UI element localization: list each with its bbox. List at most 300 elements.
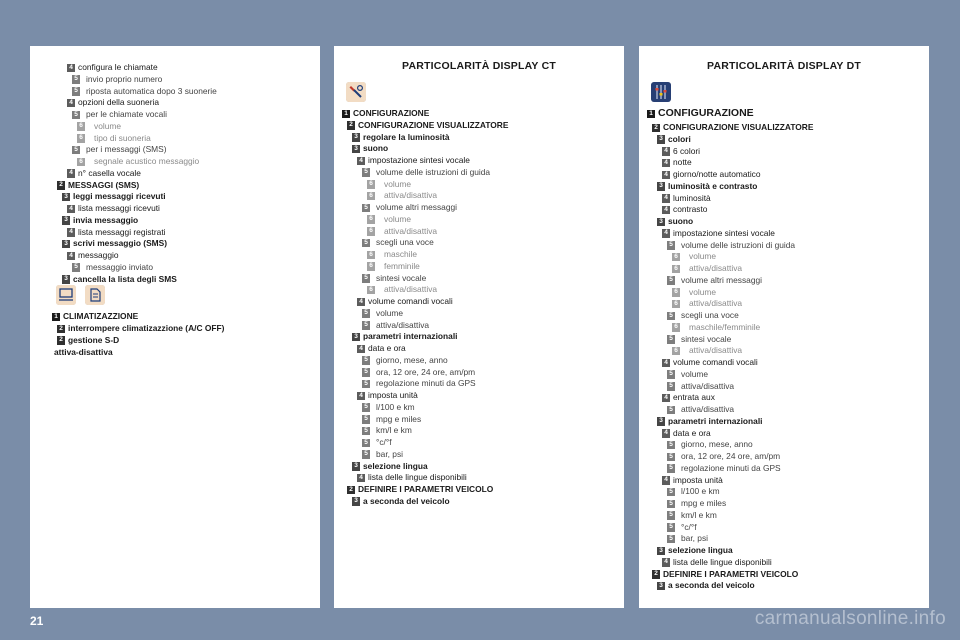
menu-item-selezione-lingua [334, 461, 624, 473]
level-badge: 2 [652, 570, 660, 579]
menu-item-messaggio [30, 250, 320, 262]
menu-item-volume [639, 369, 929, 381]
level-badge: 2 [57, 181, 65, 190]
menu-item-selezione-lingua [639, 545, 929, 557]
menu-item-label: giorno/notte automatico [673, 169, 761, 179]
menu-item-volume-comandi-vocali [639, 357, 929, 369]
menu-item-label: attiva/disattiva [689, 345, 743, 356]
level-badge: 3 [657, 135, 665, 144]
level-badge: 5 [667, 406, 675, 415]
menu-item-maschile [334, 249, 624, 261]
menu-item-label: CLIMATIZAZZIONE [63, 311, 139, 322]
menu-item-label: giorno, mese, anno [376, 354, 448, 365]
level-badge: 5 [72, 146, 80, 155]
menu-item-volume [334, 214, 624, 226]
menu-item-interrompere-climatizazzione-a-c-off [30, 323, 320, 335]
level-badge: 4 [357, 345, 365, 354]
level-badge: 4 [662, 206, 670, 215]
menu-item-label: sintesi vocale [681, 333, 732, 344]
menu-item-label: leggi messaggi ricevuti [73, 191, 166, 202]
level-badge: 6 [672, 265, 680, 274]
menu-item-label: ora, 12 ore, 24 ore, am/pm [681, 451, 781, 461]
menu-item-label: selezione lingua [363, 460, 428, 471]
menu-item-label: °c/°f [681, 521, 697, 532]
menu-item-label: a seconda del veicolo [668, 580, 755, 591]
level-badge: 4 [662, 159, 670, 168]
menu-item-volume-delle-istruzioni-di-guida [639, 240, 929, 252]
level-badge: 1 [647, 110, 655, 119]
menu-item-lista-delle-lingue-disponibili [639, 557, 929, 569]
level-badge: 3 [62, 193, 70, 202]
level-badge: 5 [72, 75, 80, 84]
level-badge: 5 [362, 368, 370, 377]
level-badge: 4 [67, 169, 75, 178]
level-badge: 5 [667, 370, 675, 379]
menu-item-volume-comandi-vocali [334, 296, 624, 308]
menu-item-label: attiva/disattiva [384, 225, 438, 236]
menu-item-label: l/100 e km [376, 401, 415, 412]
menu-item-volume [334, 179, 624, 191]
menu-item-imposta-unita [334, 390, 624, 402]
menu-item-per-i-messaggi-sms [30, 144, 320, 156]
menu-item-label: attiva-disattiva [54, 346, 113, 357]
level-badge: 3 [657, 218, 665, 227]
menu-item-giorno-mese-anno [334, 355, 624, 367]
menu-item-attiva-disattiva [639, 404, 929, 416]
menu-item-6-colori [639, 146, 929, 158]
level-badge: 5 [72, 87, 80, 96]
level-badge: 4 [662, 229, 670, 238]
menu-item-attiva-disattiva [334, 190, 624, 202]
menu-item-parametri-internazionali [334, 331, 624, 343]
menu-item-label: volume comandi vocali [368, 296, 453, 306]
menu-item-attiva-disattiva [639, 298, 929, 310]
level-badge: 4 [357, 298, 365, 307]
level-badge: 5 [362, 321, 370, 330]
menu-item-a-seconda-del-veicolo [334, 496, 624, 508]
level-badge: 2 [347, 486, 355, 495]
menu-item-label: volume comandi vocali [673, 357, 758, 367]
menu-item-label: suono [668, 216, 694, 226]
menu-item-attiva-disattiva [334, 226, 624, 238]
menu-item-label: invio proprio numero [86, 73, 163, 84]
menu-item-invio-proprio-numero [30, 74, 320, 86]
menu-item-data-e-ora [334, 343, 624, 355]
menu-item-label: ora, 12 ore, 24 ore, am/pm [376, 366, 476, 377]
menu-item-label: per le chiamate vocali [86, 109, 167, 119]
menu-item-label: volume [689, 251, 716, 262]
level-badge: 3 [352, 462, 360, 471]
menu-item-label: data e ora [368, 343, 406, 353]
level-badge: 6 [367, 180, 375, 189]
level-badge: 1 [52, 313, 60, 322]
menu-item-label: invia messaggio [73, 214, 139, 225]
level-badge: 4 [67, 64, 75, 73]
menu-item-label: sintesi vocale [376, 272, 427, 283]
level-badge: 5 [362, 439, 370, 448]
menu-item-regolazione-minuti-da-gps [639, 463, 929, 475]
menu-item-volume-altri-messaggi [639, 275, 929, 287]
menu-item-label: CONFIGURAZIONE [658, 107, 754, 119]
menu-item-per-le-chiamate-vocali [30, 109, 320, 121]
level-badge: 5 [667, 453, 675, 462]
level-badge: 5 [667, 535, 675, 544]
level-badge: 4 [662, 171, 670, 180]
level-badge: 3 [657, 547, 665, 556]
level-badge: 6 [77, 158, 85, 167]
level-badge: 5 [667, 312, 675, 321]
menu-item-cancella-la-lista-degli-sms [30, 274, 320, 286]
menu-item-volume [30, 121, 320, 133]
menu-item-impostazione-sintesi-vocale [334, 155, 624, 167]
menu-item-attiva-disattiva [639, 345, 929, 357]
menu-item-label: DEFINIRE I PARAMETRI VEICOLO [358, 484, 494, 494]
level-badge: 1 [342, 110, 350, 119]
level-badge: 5 [362, 204, 370, 213]
level-badge: 5 [362, 403, 370, 412]
menu-item-label: imposta unità [368, 390, 418, 400]
menu-item-label: a seconda del veicolo [363, 495, 450, 506]
menu-item-label: volume [681, 368, 708, 379]
menu-item-impostazione-sintesi-vocale [639, 228, 929, 240]
menu-item-lista-messaggi-ricevuti [30, 203, 320, 215]
level-badge: 3 [352, 145, 360, 154]
menu-item-luminosita-e-contrasto [639, 181, 929, 193]
menu-item-label: regolare la luminosità [363, 131, 450, 142]
menu-item-bar-psi [639, 533, 929, 545]
menu-item-label: volume altri messaggi [376, 202, 457, 212]
menu-item-label: impostazione sintesi vocale [673, 227, 775, 238]
menu-item-giorno-notte-automatico [639, 169, 929, 181]
menu-item-label: parametri internazionali [668, 415, 763, 426]
level-badge: 6 [367, 192, 375, 201]
menu-item-giorno-mese-anno [639, 439, 929, 451]
menu-item-attiva-disattiva [334, 320, 624, 332]
menu-item-configurazione [334, 108, 624, 120]
menu-item-label: volume [94, 120, 121, 131]
menu-item-configurazione-visualizzatore [334, 120, 624, 132]
level-badge: 5 [667, 335, 675, 344]
menu-item-label: attiva/disattiva [384, 190, 438, 201]
level-badge: 5 [667, 241, 675, 250]
menu-item-label: volume [376, 307, 403, 318]
level-badge: 4 [67, 205, 75, 214]
menu-item-label: interrompere climatizazzione (A/C OFF) [68, 323, 225, 333]
menu-item-label: km/l e km [376, 425, 412, 436]
menu-item-label: attiva/disattiva [689, 298, 743, 309]
icon-group [30, 285, 320, 311]
level-badge: 5 [667, 511, 675, 520]
menu-item-scegli-una-voce [639, 310, 929, 322]
menu-item-label: attiva/disattiva [681, 404, 735, 414]
menu-item-label: MESSAGGI (SMS) [68, 179, 140, 190]
menu-item-label: CONFIGURAZIONE VISUALIZZATORE [358, 119, 509, 130]
level-badge: 2 [57, 336, 65, 345]
level-badge: 5 [362, 274, 370, 283]
menu-item-label: attiva/disattiva [689, 263, 743, 273]
menu-item-messaggi-sms [30, 180, 320, 192]
level-badge: 4 [662, 194, 670, 203]
menu-item-attiva-disattiva [30, 347, 320, 359]
level-badge: 3 [352, 333, 360, 342]
menu-item-label: bar, psi [681, 533, 709, 544]
level-badge: 3 [62, 216, 70, 225]
column-title-ct: PARTICOLARITÀ DISPLAY CT [402, 60, 556, 72]
level-badge: 6 [672, 288, 680, 297]
menu-item-ora-12-ore-24-ore-am-pm [334, 367, 624, 379]
menu-item-label: messaggio inviato [86, 261, 154, 272]
menu-item-luminosita [639, 193, 929, 205]
level-badge: 6 [367, 227, 375, 236]
level-badge: 4 [662, 476, 670, 485]
menu-tree [639, 82, 929, 592]
menu-item-leggi-messaggi-ricevuti [30, 191, 320, 203]
menu-item-label: attiva/disattiva [681, 380, 735, 391]
level-badge: 3 [657, 182, 665, 191]
menu-item-notte [639, 157, 929, 169]
menu-item-volume-delle-istruzioni-di-guida [334, 167, 624, 179]
level-badge: 5 [72, 111, 80, 120]
menu-item-volume-altri-messaggi [334, 202, 624, 214]
menu-item-label: entrata aux [673, 392, 715, 403]
level-badge: 5 [667, 464, 675, 473]
menu-item-label: maschile [384, 249, 418, 259]
level-badge: 5 [667, 488, 675, 497]
menu-item-label: luminosità [673, 192, 711, 203]
menu-item-sintesi-vocale [334, 273, 624, 285]
menu-item-bar-psi [334, 449, 624, 461]
menu-item-l-100-e-km [334, 402, 624, 414]
level-badge: 3 [657, 582, 665, 591]
menu-item-label: volume delle istruzioni di guida [681, 239, 796, 250]
menu-item-label: volume [384, 178, 411, 189]
settings-sliders-icon [651, 82, 671, 102]
menu-item-contrasto [639, 204, 929, 216]
menu-item-lista-messaggi-registrati [30, 227, 320, 239]
level-badge: 6 [367, 286, 375, 295]
level-badge: 3 [352, 133, 360, 142]
menu-item-l-100-e-km [639, 486, 929, 498]
menu-item-attiva-disattiva [639, 381, 929, 393]
menu-item-entrata-aux [639, 392, 929, 404]
menu-item-label: volume delle istruzioni di guida [376, 166, 491, 177]
menu-item-label: regolazione minuti da GPS [681, 462, 781, 473]
menu-item-invia-messaggio [30, 215, 320, 227]
level-badge: 5 [362, 450, 370, 459]
level-badge: 4 [662, 394, 670, 403]
menu-item-label: luminosità e contrasto [668, 180, 758, 191]
icon-group [639, 82, 929, 108]
menu-item-segnale-acustico-messaggio [30, 156, 320, 168]
menu-item-volume [639, 251, 929, 263]
level-badge: 5 [72, 263, 80, 272]
menu-item-label: cancella la lista degli SMS [73, 273, 177, 284]
watermark: carmanualsonline.info [754, 608, 946, 629]
menu-item-label: bar, psi [376, 448, 404, 459]
menu-item-km-l-e-km [639, 510, 929, 522]
menu-item-label: regolazione minuti da GPS [376, 378, 476, 389]
menu-item-climatizazzione [30, 311, 320, 323]
level-badge: 5 [362, 309, 370, 318]
level-badge: 4 [67, 99, 75, 108]
menu-item-label: volume [689, 286, 716, 297]
menu-item-label: l/100 e km [681, 486, 720, 497]
level-badge: 6 [672, 300, 680, 309]
menu-item-mpg-e-miles [639, 498, 929, 510]
menu-item-configura-le-chiamate [30, 62, 320, 74]
menu-item-ora-12-ore-24-ore-am-pm [639, 451, 929, 463]
level-badge: 4 [67, 252, 75, 261]
menu-item-label: lista messaggi registrati [78, 226, 166, 237]
menu-column-dt [639, 46, 929, 608]
level-badge: 3 [657, 417, 665, 426]
menu-item-configurazione [639, 108, 929, 122]
menu-item-label: maschile/femminile [689, 321, 761, 332]
level-badge: 5 [362, 427, 370, 436]
menu-item-label: volume altri messaggi [681, 274, 762, 285]
menu-item-label: CONFIGURAZIONE VISUALIZZATORE [663, 122, 814, 132]
menu-item-label: mpg e miles [681, 498, 727, 508]
menu-item-label: attiva/disattiva [384, 284, 438, 295]
menu-tree [334, 82, 624, 508]
level-badge: 4 [357, 157, 365, 166]
menu-item-label: parametri internazionali [363, 331, 458, 342]
level-badge: 4 [662, 147, 670, 156]
menu-item-mpg-e-miles [334, 414, 624, 426]
menu-item-label: selezione lingua [668, 545, 733, 555]
menu-item-label: segnale acustico messaggio [94, 156, 200, 166]
menu-item-maschile-femminile [639, 322, 929, 334]
menu-item-label: 6 colori [673, 145, 700, 156]
climate-screen-icon [56, 285, 76, 305]
level-badge: 3 [352, 497, 360, 506]
level-badge: 5 [362, 239, 370, 248]
menu-item-scrivi-messaggio-sms [30, 238, 320, 250]
level-badge: 4 [662, 359, 670, 368]
level-badge: 6 [672, 347, 680, 356]
menu-item-label: km/l e km [681, 509, 717, 520]
menu-item-label: femminile [384, 260, 420, 271]
level-badge: 5 [362, 168, 370, 177]
level-badge: 5 [362, 415, 370, 424]
menu-item-sintesi-vocale [639, 334, 929, 346]
column-title-dt: PARTICOLARITÀ DISPLAY DT [707, 60, 861, 72]
menu-item-label: imposta unità [673, 474, 723, 485]
level-badge: 6 [672, 253, 680, 262]
menu-tree [30, 62, 320, 358]
menu-item-regolare-la-luminosita [334, 132, 624, 144]
menu-item-attiva-disattiva [639, 263, 929, 275]
level-badge: 5 [667, 500, 675, 509]
level-badge: 6 [367, 251, 375, 260]
level-badge: 6 [367, 215, 375, 224]
menu-item-definire-i-parametri-veicolo [334, 484, 624, 496]
menu-item-label: DEFINIRE I PARAMETRI VEICOLO [663, 568, 799, 579]
menu-item-label: volume [384, 213, 411, 224]
menu-item-label: CONFIGURAZIONE [353, 108, 430, 118]
page-number: 21 [30, 614, 44, 628]
menu-item-label: colori [668, 133, 691, 144]
menu-item-volume [334, 308, 624, 320]
menu-item-parametri-internazionali [639, 416, 929, 428]
climate-fan-icon [85, 285, 105, 305]
level-badge: 6 [672, 323, 680, 332]
menu-item-label: messaggio [78, 250, 119, 260]
menu-item-label: suono [363, 143, 389, 154]
menu-item-label: impostazione sintesi vocale [368, 155, 470, 165]
menu-item-label: °c/°f [376, 437, 392, 447]
menu-item-opzioni-della-suoneria [30, 97, 320, 109]
menu-item-c-f [639, 522, 929, 534]
menu-item-label: giorno, mese, anno [681, 439, 753, 450]
menu-item-label: notte [673, 157, 692, 168]
level-badge: 5 [667, 441, 675, 450]
level-badge: 4 [662, 558, 670, 567]
level-badge: 2 [347, 121, 355, 130]
level-badge: 4 [357, 474, 365, 483]
menu-item-gestione-s-d [30, 335, 320, 347]
level-badge: 2 [652, 124, 660, 133]
level-badge: 4 [662, 429, 670, 438]
level-badge: 4 [67, 228, 75, 237]
menu-item-volume [639, 287, 929, 299]
menu-item-label: scrivi messaggio (SMS) [73, 238, 168, 249]
level-badge: 6 [77, 122, 85, 131]
level-badge: 2 [57, 325, 65, 334]
menu-item-suono [639, 216, 929, 228]
menu-column-left [30, 46, 320, 608]
menu-item-c-f [334, 437, 624, 449]
menu-item-suono [334, 143, 624, 155]
level-badge: 5 [667, 523, 675, 532]
menu-item-configurazione-visualizzatore [639, 122, 929, 134]
menu-item-label: scegli una voce [681, 310, 739, 320]
menu-item-tipo-di-suoneria [30, 133, 320, 145]
level-badge: 6 [367, 262, 375, 271]
menu-item-attiva-disattiva [334, 284, 624, 296]
menu-item-label: lista delle lingue disponibili [673, 556, 772, 567]
level-badge: 5 [362, 380, 370, 389]
menu-item-label: configura le chiamate [78, 62, 158, 72]
menu-column-ct [334, 46, 624, 608]
menu-item-label: gestione S-D [68, 334, 120, 345]
menu-item-label: per i messaggi (SMS) [86, 144, 167, 155]
level-badge: 5 [362, 356, 370, 365]
level-badge: 3 [62, 275, 70, 284]
menu-item-km-l-e-km [334, 425, 624, 437]
menu-item-lista-delle-lingue-disponibili [334, 472, 624, 484]
level-badge: 3 [62, 240, 70, 249]
menu-item-label: mpg e miles [376, 413, 422, 424]
level-badge: 4 [357, 392, 365, 401]
menu-item-label: scegli una voce [376, 237, 434, 248]
menu-item-imposta-unita [639, 475, 929, 487]
menu-item-label: riposta automatica dopo 3 suonerie [86, 85, 217, 96]
level-badge: 6 [77, 134, 85, 143]
menu-item-label: lista delle lingue disponibili [368, 472, 467, 483]
menu-item-scegli-una-voce [334, 237, 624, 249]
menu-item-colori [639, 134, 929, 146]
menu-item-definire-i-parametri-veicolo [639, 569, 929, 581]
menu-item-label: data e ora [673, 427, 711, 438]
menu-item-label: lista messaggi ricevuti [78, 203, 160, 213]
menu-item-label: opzioni della suoneria [78, 97, 160, 108]
icon-group [334, 82, 624, 108]
menu-item-regolazione-minuti-da-gps [334, 378, 624, 390]
menu-item-label: attiva/disattiva [376, 319, 430, 330]
menu-item-a-seconda-del-veicolo [639, 580, 929, 592]
menu-item-riposta-automatica-dopo-3-suonerie [30, 86, 320, 98]
